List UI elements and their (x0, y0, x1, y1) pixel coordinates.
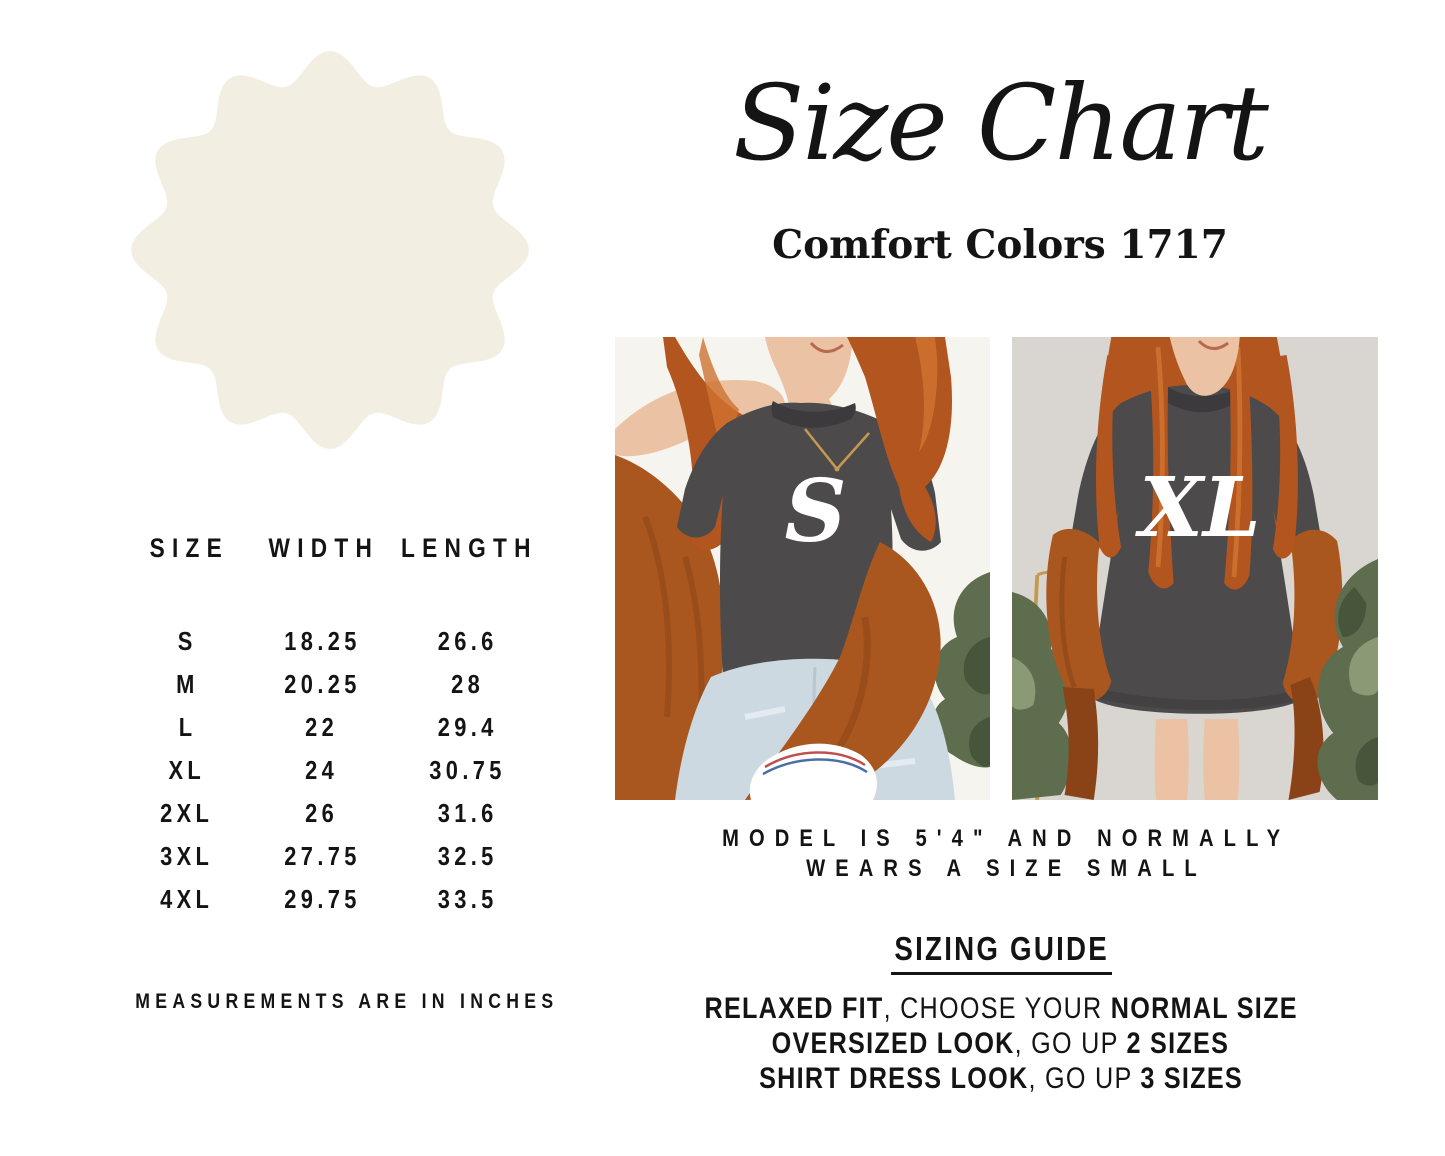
model-caption-line1: MODEL IS 5'4" AND NORMALLY (721, 825, 1291, 852)
sizing-guide-heading: SIZING GUIDE (612, 930, 1388, 975)
shirt-size-letter-s: S (784, 461, 847, 562)
size-table (112, 533, 548, 921)
table-row: 4XL 29.75 33.5 (160, 884, 498, 914)
model-photo-size-xl (1012, 337, 1378, 800)
table-row: L 22 29.4 (178, 712, 498, 742)
measurements-note: MEASUREMENTS ARE IN INCHES (135, 990, 559, 1013)
page-title: Size Chart (733, 62, 1267, 184)
shirt-size-letter-xl: XL (1139, 460, 1261, 556)
scallop-shape-path (131, 51, 529, 449)
model-caption-line2: WEARS A SIZE SMALL (805, 855, 1207, 882)
table-row: S 18.25 26.6 (177, 626, 498, 656)
table-row: 2XL 26 31.6 (160, 798, 498, 828)
model-photo-size-s (615, 337, 990, 800)
scalloped-badge-svg (130, 45, 530, 455)
model-caption (612, 824, 1388, 884)
sizing-guide (612, 930, 1388, 1096)
column-header-length: LENGTH (400, 533, 538, 563)
table-row: M 20.25 28 (175, 669, 485, 699)
sizing-guide-line: RELAXED FIT, CHOOSE YOUR NORMAL SIZE (704, 992, 1298, 1025)
size-table-header (112, 533, 548, 564)
scalloped-badge (130, 45, 530, 455)
page-subtitle: Comfort Colors 1717 (772, 222, 1228, 268)
table-row: XL 24 30.75 (168, 755, 506, 785)
model-photo-xl-illustration (1012, 337, 1378, 800)
sizing-guide-lines (612, 991, 1388, 1096)
table-row: 3XL 27.75 32.5 (160, 841, 498, 871)
model-photo-s-illustration (615, 337, 990, 800)
sizing-guide-line: SHIRT DRESS LOOK, GO UP 3 SIZES (758, 1062, 1243, 1095)
sizing-guide-line: OVERSIZED LOOK, GO UP 2 SIZES (771, 1027, 1230, 1060)
column-header-size: SIZE (149, 533, 229, 563)
size-table-body (112, 620, 548, 921)
column-header-width: WIDTH (268, 533, 380, 563)
